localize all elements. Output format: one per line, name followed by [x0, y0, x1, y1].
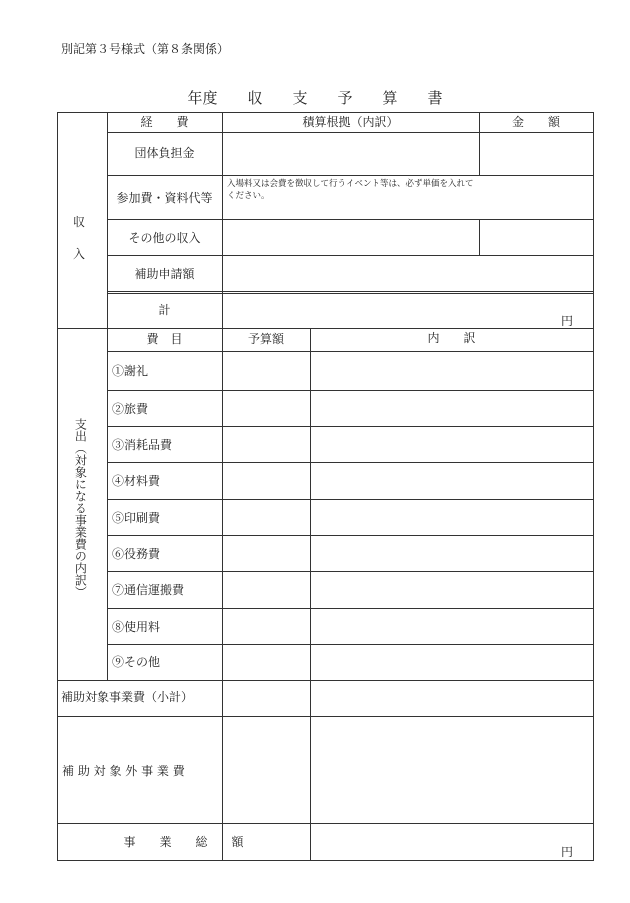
expense-row-label: ⑤印刷費 — [112, 511, 161, 525]
expense-section-label: 支出（対象になる事業費の内訳） — [73, 418, 88, 598]
col-header-himoku: 費 目 — [146, 332, 183, 346]
income-section-label: 収 入 — [73, 215, 86, 262]
col-header-yosan: 予算額 — [247, 332, 284, 346]
income-row-label: 補助申請額 — [134, 267, 195, 281]
income-row-label: 参加費・資料代等 — [116, 191, 213, 205]
expense-row-label: ①謝礼 — [112, 364, 149, 378]
expense-row-label: ④材料費 — [112, 474, 161, 488]
income-total-unit: 円 — [561, 314, 574, 328]
expense-row-label: ⑨その他 — [112, 655, 161, 669]
income-row-label: 団体負担金 — [134, 146, 195, 160]
col-header-uchiwake: 内 訳 — [427, 331, 476, 345]
income-total-label: 計 — [158, 303, 171, 317]
expense-row-label: ⑦通信運搬費 — [112, 583, 185, 597]
income-row-label: その他の収入 — [128, 231, 201, 245]
col-header-kingaku: 金 額 — [511, 115, 560, 129]
col-header-keihi: 経 費 — [140, 115, 189, 129]
expense-row-label: ③消耗品費 — [112, 438, 173, 452]
col-header-sekisan: 積算根拠（内訳） — [302, 115, 399, 129]
excluded-costs-label: 補 助 対 象 外 事 業 費 — [62, 764, 185, 778]
grand-total-label: 事 業 総 額 — [123, 835, 244, 849]
expense-row-label: ②旅費 — [112, 402, 149, 416]
page-title: 年度 収 支 予 算 書 — [187, 89, 443, 107]
expense-row-label: ⑥役務費 — [112, 547, 161, 561]
form-number-label: 別記第３号様式（第８条関係） — [61, 42, 230, 56]
expense-row-label: ⑧使用料 — [112, 620, 161, 634]
subtotal-label: 補助対象事業費（小計） — [61, 690, 194, 704]
grand-total-unit: 円 — [561, 845, 574, 859]
income-note: 入場料又は会費を徴収して行うイベント等は、必ず単価を入れてください。 — [227, 179, 474, 202]
